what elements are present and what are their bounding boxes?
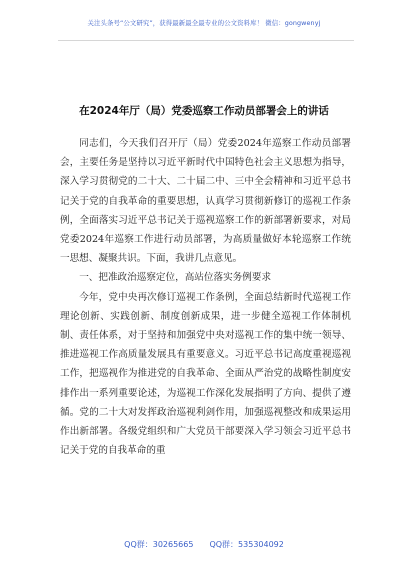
footer-contacts	[0, 539, 408, 550]
section-heading-1: 一、把准政治巡察定位，高站位落实务例要求	[79, 272, 272, 284]
footer-qq-group-2: QQ群：535304092	[209, 540, 284, 549]
document-body	[60, 134, 351, 460]
paragraph-intro: 同志们，今天我们召开厅（局）党委2024年巡察工作动员部署会，主要任务是坚持以习近平新时代中国特色社会主义思想为指导，深入学习贯彻党的二十大、二十届二中、三中全会精神和习近平总书记关于党的自我革命的重要思想，认真学习贯彻新修订的巡视工作条例，全面落实习近平总书记关于巡视巡察工作的新部署新要求，对局党委2024年巡察工作进行动员部署，为高质量做好本轮巡察工作统一思想、凝聚共识。下面，我讲几点意见。	[60, 138, 351, 265]
document-title: 在2024年厅（局）党委巡察工作动员部署会上的讲话	[79, 105, 329, 117]
header-banner: 关注头条号“公文研究”，获得最新最全最专业的公文资料库！ 微信：gongwenyj	[87, 19, 321, 27]
footer-qq-group-1: QQ群：30265665	[124, 540, 194, 549]
header-divider	[58, 40, 354, 41]
paragraph-section-1: 今年，党中央再次修订巡视工作条例，全面总结新时代巡视工作理论创新、实践创新、制度创新成果，进一步健全巡视工作体制机制、责任体系，对于坚持和加强党中央对巡视工作的集中统一领导、推进巡视工作高质量发展具有重要意义。习近平总书记高度重视巡视工作，把巡视作为推进党的自我革命、全面从严治党的战略性制度安排作出一系列重要论述，为巡视工作深化发展指明了方向、提供了遵循。党的二十大对发挥政治巡视利剑作用，加强巡视整改和成果运用作出新部署。各级党组织和广大党员干部要深入学习领会习近平总书记关于党的自我革命的重	[60, 291, 351, 457]
